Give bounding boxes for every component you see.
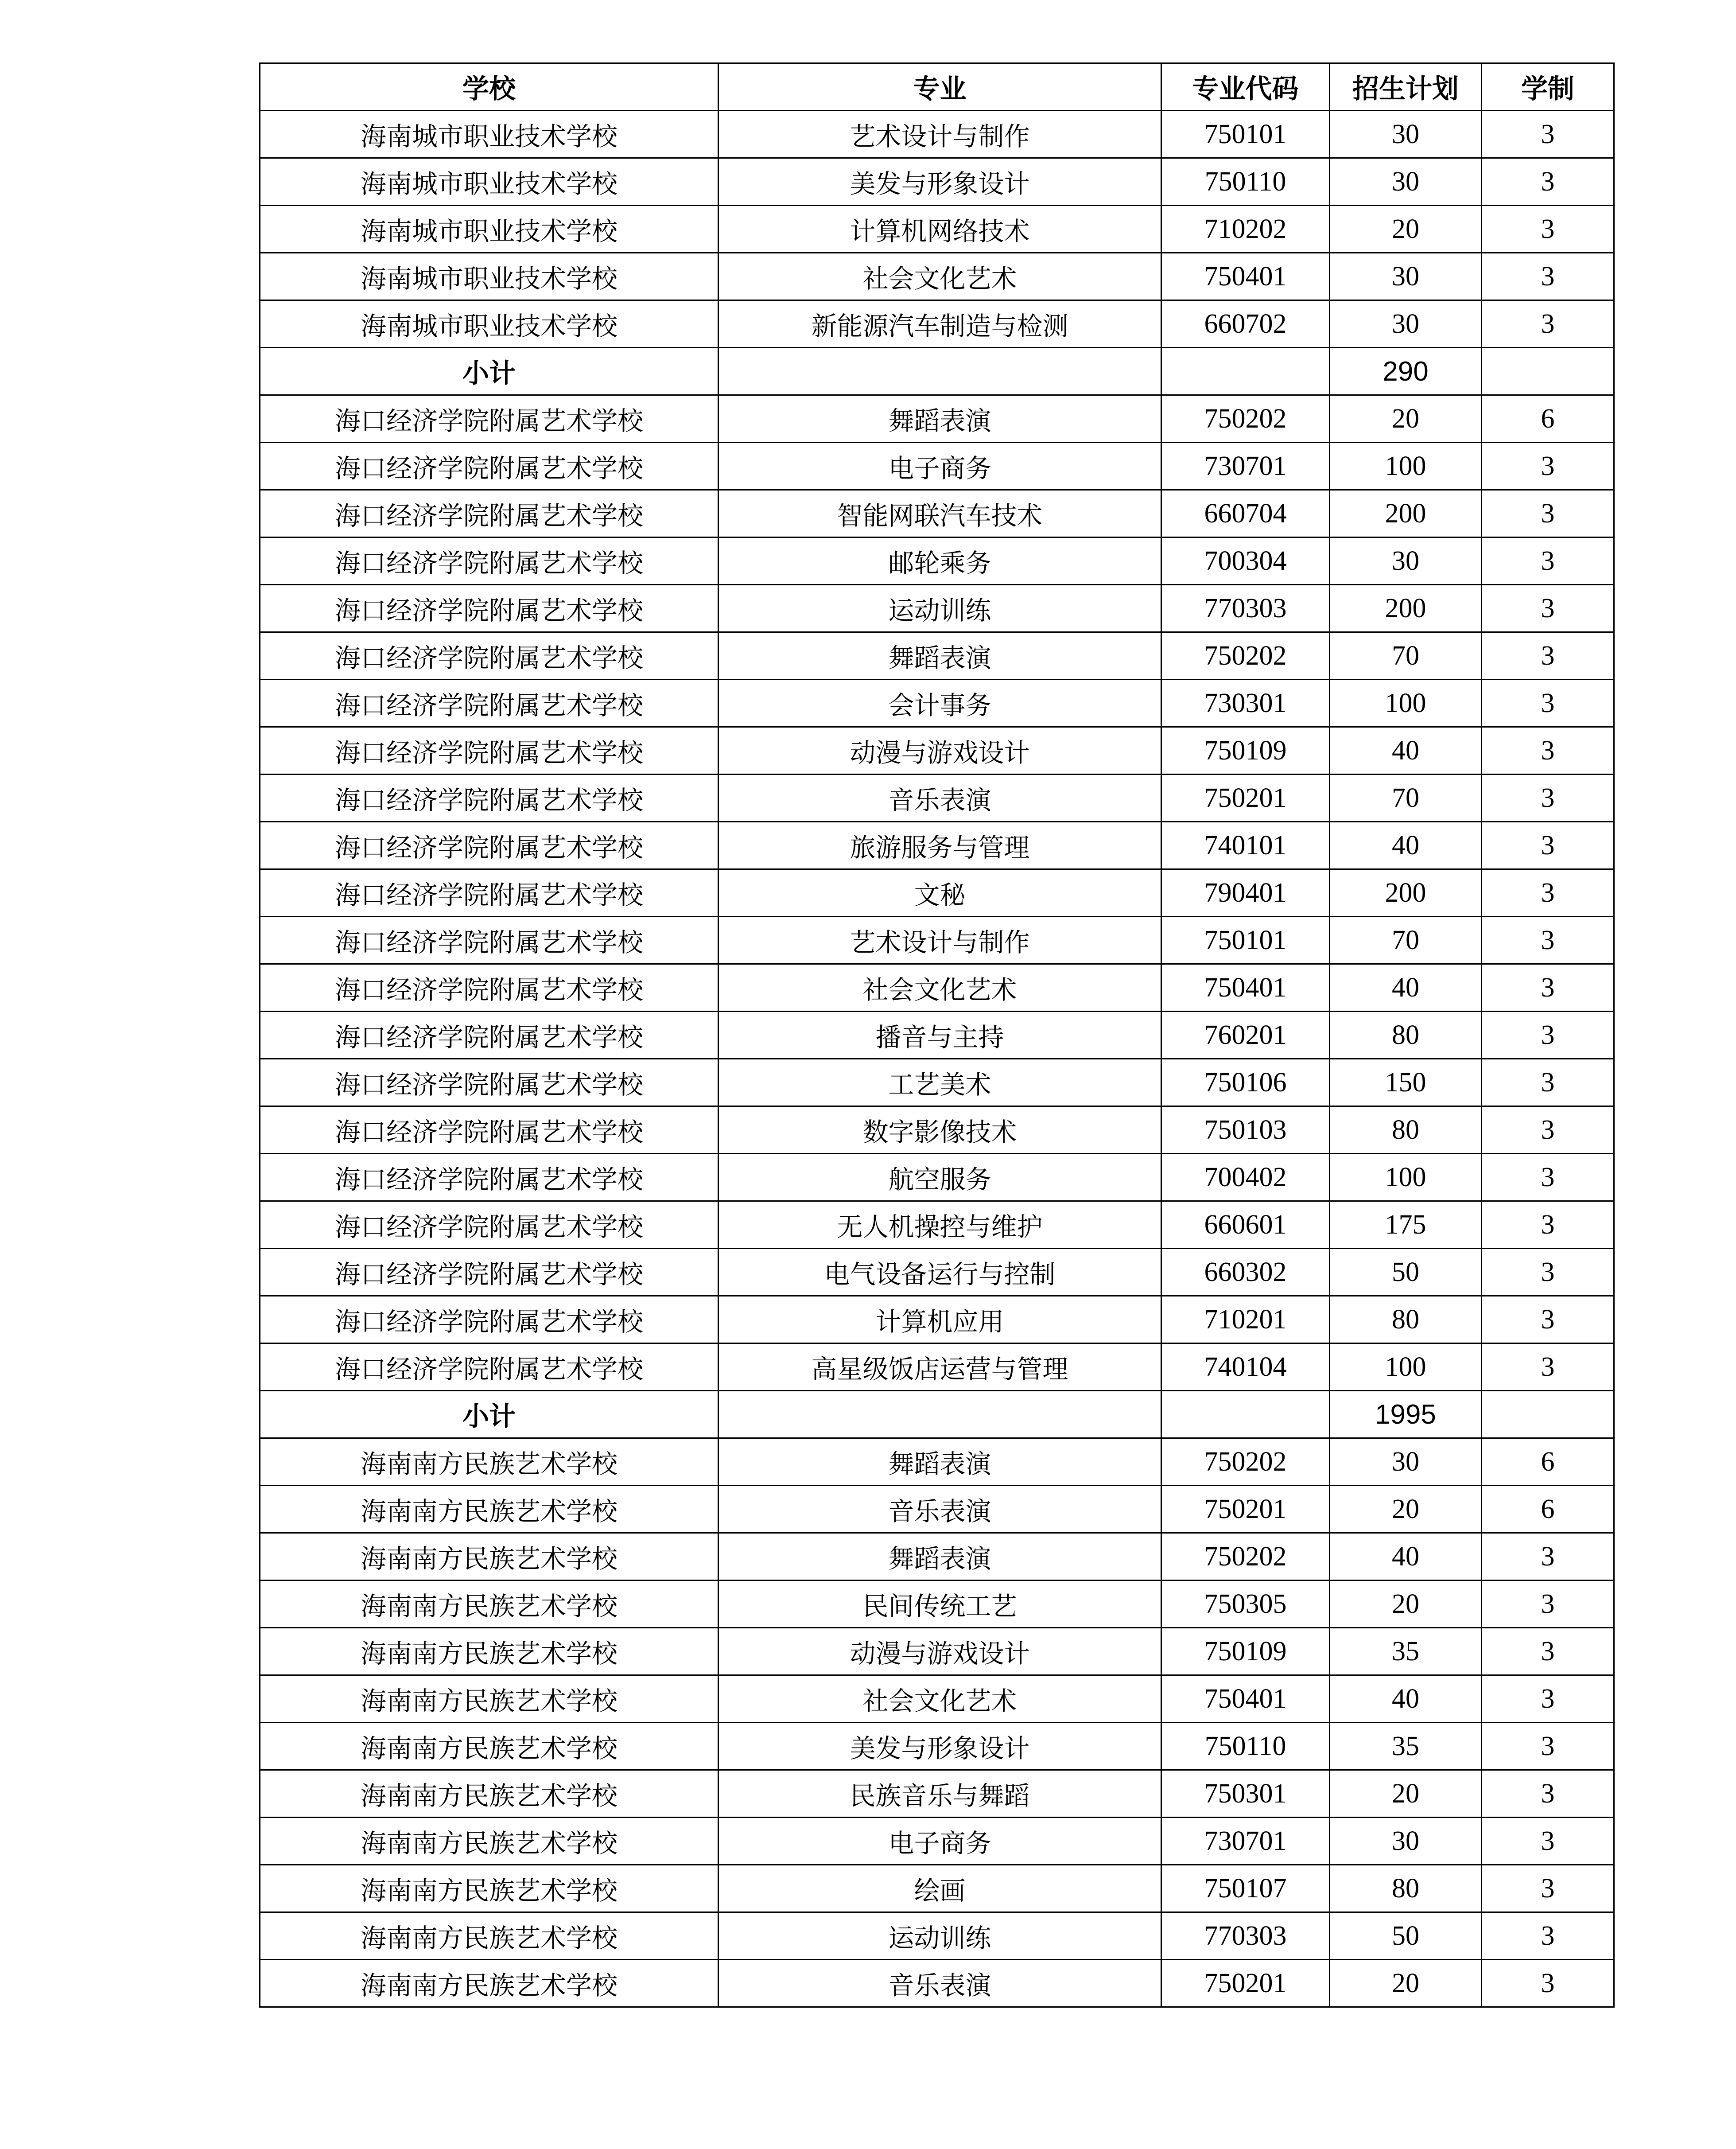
cell-major-code — [1161, 1391, 1330, 1438]
cell-school: 海口经济学院附属艺术学校 — [260, 395, 718, 443]
cell-enrollment-plan: 80 — [1330, 1106, 1482, 1154]
cell-school: 海南南方民族艺术学校 — [260, 1960, 718, 2007]
cell-major: 数字影像技术 — [718, 1106, 1161, 1154]
column-header-major: 专业 — [718, 63, 1161, 111]
cell-enrollment-plan: 30 — [1330, 253, 1482, 300]
cell-enrollment-plan: 30 — [1330, 300, 1482, 348]
cell-major: 社会文化艺术 — [718, 253, 1161, 300]
table-row — [260, 1154, 1614, 1201]
cell-major: 绘画 — [718, 1865, 1161, 1912]
cell-enrollment-plan: 30 — [1330, 1438, 1482, 1486]
cell-major-code: 750106 — [1161, 1059, 1330, 1106]
cell-study-years: 3 — [1482, 1249, 1614, 1296]
cell-school: 海南南方民族艺术学校 — [260, 1770, 718, 1818]
cell-study-years: 3 — [1482, 1154, 1614, 1201]
table-row — [260, 206, 1614, 253]
cell-major: 旅游服务与管理 — [718, 822, 1161, 869]
cell-study-years: 3 — [1482, 206, 1614, 253]
cell-study-years: 3 — [1482, 775, 1614, 822]
cell-school: 海口经济学院附属艺术学校 — [260, 1059, 718, 1106]
cell-school: 海口经济学院附属艺术学校 — [260, 1012, 718, 1059]
cell-study-years: 3 — [1482, 1201, 1614, 1249]
cell-major-code: 750401 — [1161, 1675, 1330, 1723]
cell-school: 海口经济学院附属艺术学校 — [260, 1249, 718, 1296]
cell-major — [718, 348, 1161, 395]
cell-major: 音乐表演 — [718, 1960, 1161, 2007]
cell-major-code: 660702 — [1161, 300, 1330, 348]
cell-major-code — [1161, 348, 1330, 395]
cell-major-code: 750109 — [1161, 727, 1330, 775]
cell-enrollment-plan: 175 — [1330, 1201, 1482, 1249]
cell-school: 海口经济学院附属艺术学校 — [260, 917, 718, 964]
cell-enrollment-plan: 30 — [1330, 158, 1482, 206]
cell-school: 海南南方民族艺术学校 — [260, 1912, 718, 1960]
table-body — [260, 111, 1614, 2007]
table-row — [260, 822, 1614, 869]
cell-major: 文秘 — [718, 869, 1161, 917]
table-row — [260, 395, 1614, 443]
cell-school: 海口经济学院附属艺术学校 — [260, 632, 718, 680]
cell-school: 海南南方民族艺术学校 — [260, 1438, 718, 1486]
cell-major-code: 750202 — [1161, 1438, 1330, 1486]
cell-major-code: 750305 — [1161, 1581, 1330, 1628]
table-row — [260, 1581, 1614, 1628]
cell-major-code: 700402 — [1161, 1154, 1330, 1201]
cell-major: 高星级饭店运营与管理 — [718, 1343, 1161, 1391]
table-row — [260, 1249, 1614, 1296]
cell-major: 民间传统工艺 — [718, 1581, 1161, 1628]
cell-major: 电子商务 — [718, 443, 1161, 490]
cell-major: 艺术设计与制作 — [718, 111, 1161, 158]
cell-enrollment-plan: 20 — [1330, 206, 1482, 253]
cell-enrollment-plan: 20 — [1330, 1770, 1482, 1818]
cell-major-code: 730701 — [1161, 443, 1330, 490]
column-header-major-code: 专业代码 — [1161, 63, 1330, 111]
table-row — [260, 585, 1614, 632]
subtotal-row — [260, 1391, 1614, 1438]
table-row — [260, 1865, 1614, 1912]
cell-study-years: 3 — [1482, 253, 1614, 300]
table-row — [260, 1201, 1614, 1249]
cell-major: 工艺美术 — [718, 1059, 1161, 1106]
cell-school: 海口经济学院附属艺术学校 — [260, 680, 718, 727]
cell-major: 无人机操控与维护 — [718, 1201, 1161, 1249]
cell-study-years — [1482, 1391, 1614, 1438]
cell-study-years: 3 — [1482, 1012, 1614, 1059]
cell-major: 智能网联汽车技术 — [718, 490, 1161, 537]
cell-major-code: 750202 — [1161, 1533, 1330, 1581]
cell-study-years: 3 — [1482, 1106, 1614, 1154]
cell-study-years: 6 — [1482, 1438, 1614, 1486]
cell-major: 电子商务 — [718, 1818, 1161, 1865]
cell-study-years: 3 — [1482, 490, 1614, 537]
cell-study-years: 6 — [1482, 395, 1614, 443]
cell-major: 邮轮乘务 — [718, 537, 1161, 585]
cell-enrollment-plan: 30 — [1330, 111, 1482, 158]
cell-major: 社会文化艺术 — [718, 1675, 1161, 1723]
cell-major-code: 730701 — [1161, 1818, 1330, 1865]
cell-enrollment-plan: 50 — [1330, 1249, 1482, 1296]
cell-school: 海南城市职业技术学校 — [260, 253, 718, 300]
cell-major: 美发与形象设计 — [718, 1723, 1161, 1770]
cell-school: 海口经济学院附属艺术学校 — [260, 537, 718, 585]
table-row — [260, 869, 1614, 917]
cell-study-years: 3 — [1482, 1818, 1614, 1865]
cell-enrollment-plan: 40 — [1330, 727, 1482, 775]
cell-school: 海口经济学院附属艺术学校 — [260, 585, 718, 632]
column-header-school: 学校 — [260, 63, 718, 111]
cell-enrollment-plan: 20 — [1330, 1960, 1482, 2007]
cell-major: 会计事务 — [718, 680, 1161, 727]
table-row — [260, 727, 1614, 775]
cell-study-years: 3 — [1482, 1960, 1614, 2007]
cell-enrollment-plan: 20 — [1330, 1486, 1482, 1533]
cell-study-years: 3 — [1482, 1343, 1614, 1391]
cell-major-code: 750110 — [1161, 158, 1330, 206]
table-header — [260, 63, 1614, 111]
cell-enrollment-plan: 20 — [1330, 395, 1482, 443]
cell-study-years: 3 — [1482, 1675, 1614, 1723]
cell-major: 舞蹈表演 — [718, 1533, 1161, 1581]
cell-major-code: 750107 — [1161, 1865, 1330, 1912]
cell-study-years: 3 — [1482, 300, 1614, 348]
cell-enrollment-plan: 30 — [1330, 537, 1482, 585]
cell-school: 海南南方民族艺术学校 — [260, 1486, 718, 1533]
cell-school: 海口经济学院附属艺术学校 — [260, 490, 718, 537]
cell-school: 海口经济学院附属艺术学校 — [260, 443, 718, 490]
cell-enrollment-plan: 40 — [1330, 822, 1482, 869]
cell-major: 运动训练 — [718, 585, 1161, 632]
table-row — [260, 1675, 1614, 1723]
cell-major: 计算机网络技术 — [718, 206, 1161, 253]
table-row — [260, 775, 1614, 822]
cell-study-years: 3 — [1482, 869, 1614, 917]
cell-enrollment-plan: 40 — [1330, 1533, 1482, 1581]
cell-enrollment-plan: 100 — [1330, 1343, 1482, 1391]
table-row — [260, 1296, 1614, 1343]
table-row — [260, 917, 1614, 964]
table-row — [260, 158, 1614, 206]
table-row — [260, 1533, 1614, 1581]
table-row — [260, 443, 1614, 490]
cell-major-code: 750201 — [1161, 1486, 1330, 1533]
cell-study-years: 3 — [1482, 537, 1614, 585]
cell-study-years: 3 — [1482, 1723, 1614, 1770]
cell-school: 海南城市职业技术学校 — [260, 300, 718, 348]
cell-study-years: 3 — [1482, 680, 1614, 727]
cell-school: 海口经济学院附属艺术学校 — [260, 1343, 718, 1391]
cell-major: 舞蹈表演 — [718, 1438, 1161, 1486]
cell-school: 海口经济学院附属艺术学校 — [260, 869, 718, 917]
table-row — [260, 253, 1614, 300]
cell-school: 海口经济学院附属艺术学校 — [260, 727, 718, 775]
table-row — [260, 1438, 1614, 1486]
table-row — [260, 1960, 1614, 2007]
cell-school: 海南南方民族艺术学校 — [260, 1865, 718, 1912]
cell-enrollment-plan: 100 — [1330, 1154, 1482, 1201]
cell-major — [718, 1391, 1161, 1438]
cell-major: 动漫与游戏设计 — [718, 1628, 1161, 1675]
cell-study-years: 3 — [1482, 1865, 1614, 1912]
cell-enrollment-plan: 100 — [1330, 680, 1482, 727]
cell-major-code: 750301 — [1161, 1770, 1330, 1818]
cell-study-years: 6 — [1482, 1486, 1614, 1533]
subtotal-label: 小计 — [260, 1391, 718, 1438]
cell-enrollment-plan: 200 — [1330, 585, 1482, 632]
cell-major-code: 750202 — [1161, 632, 1330, 680]
table-row — [260, 111, 1614, 158]
table-row — [260, 1486, 1614, 1533]
table-row — [260, 300, 1614, 348]
column-header-enrollment-plan: 招生计划 — [1330, 63, 1482, 111]
cell-study-years: 3 — [1482, 1059, 1614, 1106]
cell-enrollment-plan: 40 — [1330, 964, 1482, 1012]
cell-major-code: 760201 — [1161, 1012, 1330, 1059]
cell-major-code: 710202 — [1161, 206, 1330, 253]
cell-school: 海口经济学院附属艺术学校 — [260, 1106, 718, 1154]
cell-enrollment-plan: 30 — [1330, 1818, 1482, 1865]
cell-major-code: 730301 — [1161, 680, 1330, 727]
cell-study-years: 3 — [1482, 1628, 1614, 1675]
table-row — [260, 1059, 1614, 1106]
cell-study-years: 3 — [1482, 1770, 1614, 1818]
cell-study-years: 3 — [1482, 1296, 1614, 1343]
cell-school: 海口经济学院附属艺术学校 — [260, 822, 718, 869]
table-row — [260, 1912, 1614, 1960]
cell-study-years: 3 — [1482, 964, 1614, 1012]
cell-school: 海口经济学院附属艺术学校 — [260, 1296, 718, 1343]
table-row — [260, 964, 1614, 1012]
cell-study-years: 3 — [1482, 111, 1614, 158]
cell-study-years: 3 — [1482, 632, 1614, 680]
cell-major: 电气设备运行与控制 — [718, 1249, 1161, 1296]
cell-school: 海南城市职业技术学校 — [260, 206, 718, 253]
cell-enrollment-plan: 1995 — [1330, 1391, 1482, 1438]
cell-major-code: 660601 — [1161, 1201, 1330, 1249]
cell-major-code: 750201 — [1161, 1960, 1330, 2007]
cell-school: 海口经济学院附属艺术学校 — [260, 964, 718, 1012]
cell-enrollment-plan: 50 — [1330, 1912, 1482, 1960]
cell-school: 海南南方民族艺术学校 — [260, 1675, 718, 1723]
cell-study-years — [1482, 348, 1614, 395]
cell-school: 海南南方民族艺术学校 — [260, 1628, 718, 1675]
cell-enrollment-plan: 70 — [1330, 775, 1482, 822]
cell-enrollment-plan: 70 — [1330, 917, 1482, 964]
cell-major: 音乐表演 — [718, 1486, 1161, 1533]
cell-enrollment-plan: 200 — [1330, 490, 1482, 537]
cell-study-years: 3 — [1482, 585, 1614, 632]
enrollment-plan-table — [259, 62, 1615, 2008]
cell-major: 运动训练 — [718, 1912, 1161, 1960]
cell-enrollment-plan: 35 — [1330, 1723, 1482, 1770]
table-row — [260, 1770, 1614, 1818]
cell-enrollment-plan: 40 — [1330, 1675, 1482, 1723]
cell-major-code: 750201 — [1161, 775, 1330, 822]
cell-study-years: 3 — [1482, 443, 1614, 490]
table-row — [260, 1343, 1614, 1391]
cell-major-code: 740104 — [1161, 1343, 1330, 1391]
table-row — [260, 537, 1614, 585]
cell-major-code: 740101 — [1161, 822, 1330, 869]
subtotal-label: 小计 — [260, 348, 718, 395]
cell-major-code: 790401 — [1161, 869, 1330, 917]
cell-major-code: 660704 — [1161, 490, 1330, 537]
cell-major-code: 750103 — [1161, 1106, 1330, 1154]
cell-study-years: 3 — [1482, 1581, 1614, 1628]
table-row — [260, 1106, 1614, 1154]
cell-school: 海口经济学院附属艺术学校 — [260, 775, 718, 822]
column-header-study-years: 学制 — [1482, 63, 1614, 111]
table-row — [260, 1628, 1614, 1675]
cell-study-years: 3 — [1482, 727, 1614, 775]
cell-major: 舞蹈表演 — [718, 395, 1161, 443]
table-row — [260, 1818, 1614, 1865]
cell-enrollment-plan: 200 — [1330, 869, 1482, 917]
cell-school: 海南城市职业技术学校 — [260, 111, 718, 158]
cell-study-years: 3 — [1482, 917, 1614, 964]
cell-enrollment-plan: 70 — [1330, 632, 1482, 680]
cell-study-years: 3 — [1482, 1533, 1614, 1581]
cell-school: 海南南方民族艺术学校 — [260, 1581, 718, 1628]
cell-enrollment-plan: 80 — [1330, 1012, 1482, 1059]
table-row — [260, 490, 1614, 537]
cell-study-years: 3 — [1482, 1912, 1614, 1960]
cell-enrollment-plan: 150 — [1330, 1059, 1482, 1106]
cell-school: 海南南方民族艺术学校 — [260, 1723, 718, 1770]
cell-school: 海口经济学院附属艺术学校 — [260, 1154, 718, 1201]
cell-major: 播音与主持 — [718, 1012, 1161, 1059]
subtotal-row — [260, 348, 1614, 395]
cell-major-code: 750401 — [1161, 253, 1330, 300]
cell-enrollment-plan: 35 — [1330, 1628, 1482, 1675]
cell-school: 海南南方民族艺术学校 — [260, 1533, 718, 1581]
cell-major-code: 660302 — [1161, 1249, 1330, 1296]
table-row — [260, 680, 1614, 727]
cell-major-code: 710201 — [1161, 1296, 1330, 1343]
cell-enrollment-plan: 80 — [1330, 1296, 1482, 1343]
cell-major: 音乐表演 — [718, 775, 1161, 822]
cell-major: 计算机应用 — [718, 1296, 1161, 1343]
table-row — [260, 632, 1614, 680]
cell-enrollment-plan: 290 — [1330, 348, 1482, 395]
cell-school: 海南南方民族艺术学校 — [260, 1818, 718, 1865]
cell-major: 舞蹈表演 — [718, 632, 1161, 680]
header-row — [260, 63, 1614, 111]
cell-major-code: 750110 — [1161, 1723, 1330, 1770]
cell-major-code: 750202 — [1161, 395, 1330, 443]
cell-major-code: 700304 — [1161, 537, 1330, 585]
cell-study-years: 3 — [1482, 158, 1614, 206]
cell-major: 民族音乐与舞蹈 — [718, 1770, 1161, 1818]
cell-major-code: 770303 — [1161, 1912, 1330, 1960]
cell-major: 艺术设计与制作 — [718, 917, 1161, 964]
cell-major: 航空服务 — [718, 1154, 1161, 1201]
cell-school: 海口经济学院附属艺术学校 — [260, 1201, 718, 1249]
cell-major-code: 750109 — [1161, 1628, 1330, 1675]
table-row — [260, 1012, 1614, 1059]
cell-enrollment-plan: 80 — [1330, 1865, 1482, 1912]
cell-study-years: 3 — [1482, 822, 1614, 869]
cell-major-code: 750101 — [1161, 917, 1330, 964]
cell-enrollment-plan: 100 — [1330, 443, 1482, 490]
cell-major: 美发与形象设计 — [718, 158, 1161, 206]
cell-major-code: 770303 — [1161, 585, 1330, 632]
cell-enrollment-plan: 20 — [1330, 1581, 1482, 1628]
table-row — [260, 1723, 1614, 1770]
cell-major: 动漫与游戏设计 — [718, 727, 1161, 775]
cell-major: 新能源汽车制造与检测 — [718, 300, 1161, 348]
cell-major-code: 750401 — [1161, 964, 1330, 1012]
cell-major: 社会文化艺术 — [718, 964, 1161, 1012]
cell-school: 海南城市职业技术学校 — [260, 158, 718, 206]
cell-major-code: 750101 — [1161, 111, 1330, 158]
